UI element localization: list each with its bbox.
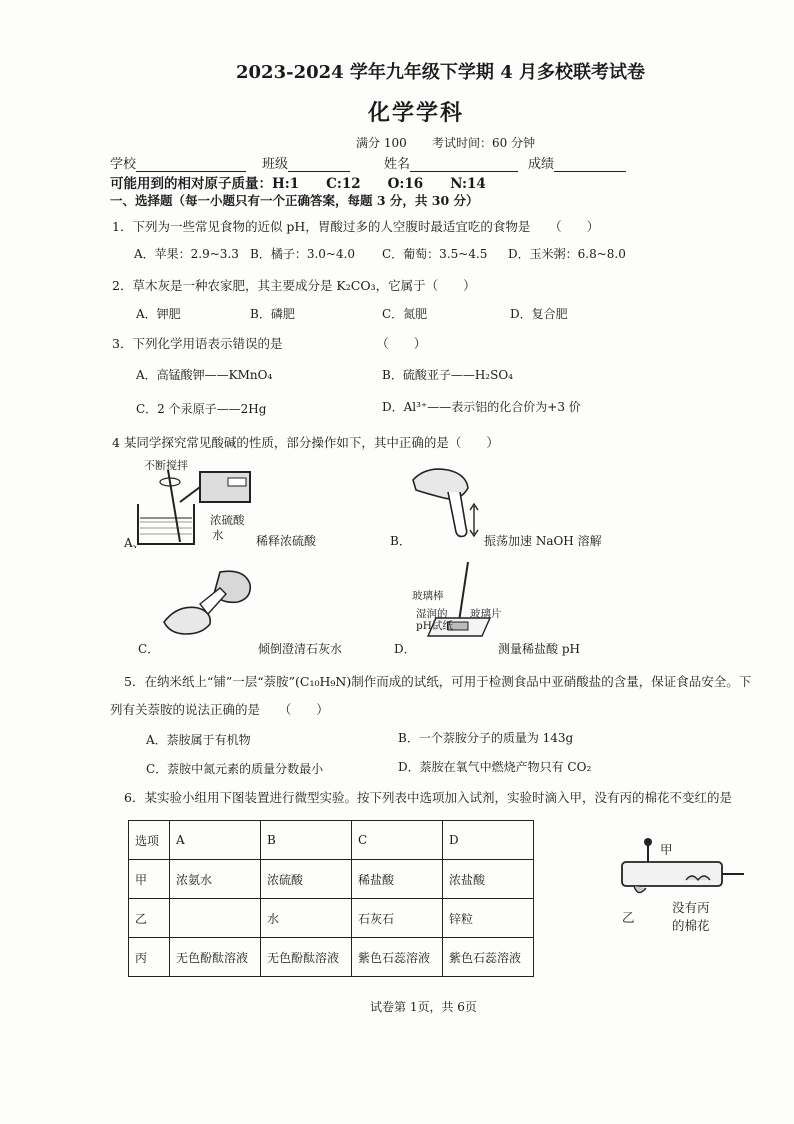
full-marks: 满分 100 [356,136,407,150]
table-cell: 甲 [129,860,170,899]
table-cell: 丙 [129,938,170,977]
school-field [110,153,246,172]
table-cell: C [352,821,443,860]
figure-b-shaking [408,462,488,542]
table-row [129,821,534,860]
table-row [129,860,534,899]
q2-stem: 2．草木灰是一种农家肥，其主要成分是 K₂CO₃，它属于（ ） [112,278,476,293]
q4-stem: 4 某同学探究常见酸碱的性质，部分操作如下，其中正确的是（ ） [112,435,499,450]
figure-a-water-label: 水 [212,528,224,542]
q6-figure-label-jia: 甲 [660,842,673,857]
table-cell: 石灰石 [352,899,443,938]
q1-option-c[interactable]: C．葡萄：3.5~4.5 [382,247,488,261]
score-label: 成绩 [528,157,555,172]
figure-d-caption: 测量稀盐酸 pH [498,642,580,656]
table-cell: 紫色石蕊溶液 [443,938,534,977]
q2-option-a[interactable]: A．钾肥 [136,307,181,321]
q5-option-b[interactable]: B．一个萘胺分子的质量为 143g [398,731,574,745]
q1-option-a[interactable]: A．苹果：2.9~3.3 [134,247,239,261]
q6-figure-label-cotton-2: 的棉花 [672,918,710,933]
table-cell: 浓氨水 [170,860,261,899]
q3-option-a[interactable]: A．高锰酸钾——KMnO₄ [136,368,273,382]
q5-option-c[interactable]: C．萘胺中氮元素的质量分数最小 [146,762,324,776]
table-cell: 锌粒 [443,899,534,938]
figure-d-paper-label-1: 湿润的 [416,608,448,620]
q1-option-b[interactable]: B．橘子：3.0~4.0 [250,247,356,261]
q6-table [128,820,534,977]
table-cell: 选项 [129,821,170,860]
subject-title: 化学学科 [368,100,465,126]
figure-d-rod-label: 玻璃棒 [412,590,444,602]
table-cell: 水 [261,899,352,938]
q5-stem-line2: 列有关萘胺的说法正确的是 （ ） [110,702,329,717]
table-cell: D [443,821,534,860]
table-cell: 无色酚酞溶液 [170,938,261,977]
figure-a-stir-label: 不断搅拌 [144,459,188,472]
q5-option-d[interactable]: D．萘胺在氧气中燃烧产物只有 CO₂ [398,760,592,774]
table-cell: 浓盐酸 [443,860,534,899]
q1-stem: 1．下列为一些常见食物的近似 pH，胃酸过多的人空腹时最适宜吃的食物是 （ ） [112,219,600,234]
table-row [129,938,534,977]
figure-c-pouring [160,564,260,644]
table-cell: B [261,821,352,860]
figure-a-acid-label: 浓硫酸 [210,513,245,527]
q6-figure-label-yi: 乙 [622,910,635,925]
exam-time: 考试时间：60 分钟 [432,136,536,150]
exam-title: 2023-2024 学年九年级下学期 4 月多校联考试卷 [236,62,645,83]
figure-d-glass-label: 玻璃片 [470,608,502,620]
q2-option-d[interactable]: D．复合肥 [510,307,568,321]
figure-d-ph [412,558,502,648]
q3-option-c[interactable]: C．2 个汞原子——2Hg [136,402,267,416]
school-label: 学校 [110,157,137,172]
table-row [129,899,534,938]
table-cell: 稀盐酸 [352,860,443,899]
q4-option-a[interactable]: A、 [124,536,145,550]
class-label: 班级 [262,157,289,172]
table-cell [170,899,261,938]
table-cell: 浓硫酸 [261,860,352,899]
figure-a-caption: 稀释浓硫酸 [256,534,317,548]
q1-option-d[interactable]: D．玉米粥：6.8~8.0 [508,247,626,261]
q4-option-d[interactable]: D． [394,642,416,656]
table-cell: 乙 [129,899,170,938]
school-blank[interactable] [136,157,246,172]
q6-figure-label-cotton-1: 没有丙 [672,900,710,915]
figure-d-paper-label-2: pH试纸 [416,620,453,632]
q2-option-c[interactable]: C．氮肥 [382,307,428,321]
q5-option-a[interactable]: A．萘胺属于有机物 [146,733,251,747]
q3-option-b[interactable]: B．硫酸亚子——H₂SO₄ [382,368,513,382]
q3-option-d[interactable]: D．Al³⁺——表示铝的化合价为+3 价 [382,400,581,414]
figure-b-caption: 振荡加速 NaOH 溶解 [484,534,602,548]
class-blank[interactable] [288,157,350,172]
name-label: 姓名 [384,157,411,172]
figure-c-caption: 倾倒澄清石灰水 [258,642,343,656]
table-cell: 无色酚酞溶液 [261,938,352,977]
atomic-masses: 可能用到的相对原子质量：H:1 C:12 O:16 N:14 [110,176,486,192]
score-field [528,153,626,172]
name-field [384,153,518,172]
section1-heading: 一、选择题（每一小题只有一个正确答案，每题 3 分，共 30 分） [110,193,479,208]
score-blank[interactable] [554,157,626,172]
q3-stem: 3．下列化学用语表示错误的是 （ ） [112,336,427,351]
q4-option-c[interactable]: C． [138,642,160,656]
q2-option-b[interactable]: B．磷肥 [250,307,295,321]
table-cell: 紫色石蕊溶液 [352,938,443,977]
q4-option-b[interactable]: B． [390,534,411,548]
q5-stem-line1: 5．在纳米纸上“铺”一层“萘胺”(C₁₀H₉N)制作而成的试纸，可用于检测食品中亚硝酸盐的含量，保证食品安全。下 [124,674,752,689]
table-cell: A [170,821,261,860]
q6-apparatus-figure [616,836,756,906]
class-field [262,153,350,172]
page-footer: 试卷第 1页，共 6页 [370,1000,477,1014]
name-blank[interactable] [410,157,518,172]
q6-stem: 6．某实验小组用下图装置进行微型实验。按下列表中选项加入试剂，实验时滴入甲，没有丙的棉花不变红的是 [124,790,732,805]
